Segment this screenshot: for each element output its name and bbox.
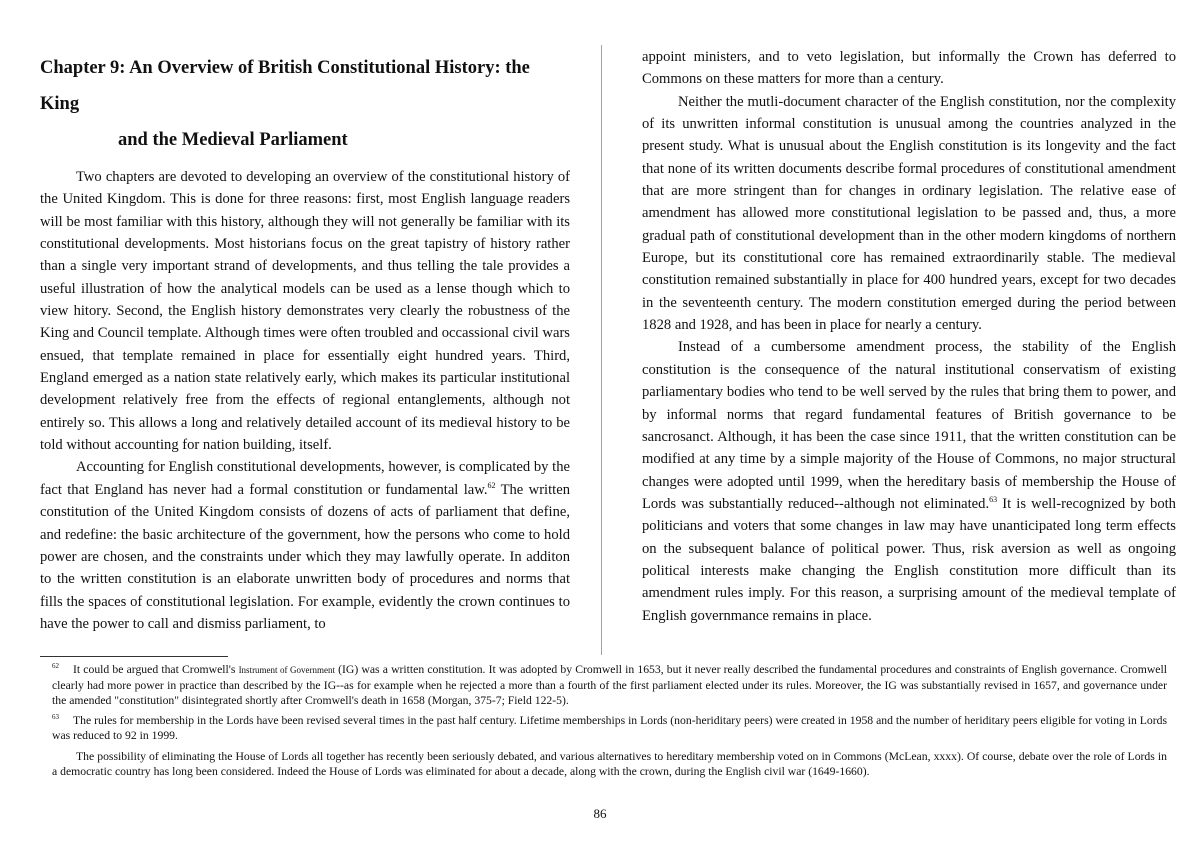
footnote-mark-63: 63 — [52, 712, 59, 721]
paragraph-accounting-text-start: Accounting for English constitutional developments, however, is complicated by the fact that England has never had a formal constitution or fundamental law. — [40, 459, 570, 498]
paragraph-intro: Two chapters are devoted to developing an overview of the constitutional history of the United Kingdom. This is done for three reasons: first, most English language readers will be most familiar with this history, although they will not generally be familiar with its constitutional developments. Most historians focus on the great tapistry of history rather than a single very important strand of developments, and thus telling the tale provides a useful illustration of how the analytical models can be used as a lense though which to view hitory. Second, the English history demonstrates very clearly the robustness of the King and Council template. Although times were often troubled and occassional civil wars ensued, that template remained in place for essentially eight hundred years. Third, England emerged as a nation state relatively early, which makes its particular institutional development relatively free from the effects of regional entanglements, although not entirely so. This allows a long and relatively detailed account of its medieval history to be told without accounting for nation building, itself. — [40, 169, 570, 454]
paragraph-accounting-text-end: The written constitution of the United Kingdom consists of dozens of acts of parliament that define, and redefine: the basic architecture of the government, how the persons who come to hold power are chosen, and the constraints under which they may lawfully operate. In additon to the written constitution is an elaborate unwritten body of procedures and norms that fills the spaces of constitutional legislation. For example, evidently the crown continues to have the power to call and dismiss parliament, to — [40, 481, 570, 632]
right-column — [642, 46, 1176, 627]
chapter-title — [40, 50, 570, 158]
footnote-reference-62[interactable]: 62 — [487, 480, 496, 490]
column-divider — [601, 45, 602, 655]
paragraph-stability-text-end: It is well-recognized by both politicians and voters that some changes in law may have unanticipated long term effects on the subsequent balance of political power. Thus, risk aversion as well as ongoing political interests make changing the English constitution more difficult than its amendment rules imply. For this reason, a surprising amount of the medieval template of English governmance remains in place. — [642, 495, 1176, 624]
footnote-62-text-end: (IG) was a written constitution. It was adopted by Cromwell in 1653, but it never really described the fundamental procedures and constraints of English governance. Cromwell clearly had more power in practice than described by the IG--as for example when he rejected a more than a fourth of the first parliament elected under its rules. Moreover, the IG was substantially revised in 1657, and governance under the amended "constitution" disintegrated shortly after Cromwell's death in 1658 (Morgan, 375-7; Field 122-5). — [52, 663, 1167, 708]
paragraph-stability — [642, 336, 1176, 626]
footnote-reference-63[interactable]: 63 — [989, 494, 998, 504]
paragraph-stability-text-start: Instead of a cumbersome amendment process, the stability of the English constitution is the consequence of the natural institutional conservatism of existing parliamentary bodies who tend to be well served by the rules that bring them to power, and by informal norms that regard fundamental features of British governance to be sancrosanct. Although, it has been the case since 1911, that the written constitution can be modified at any time by a simple majority of the House of Commons, no major structural changes were adopted until 1999, when the hereditary basis of membership the House of Lords was substantially reduced--although not eliminated. — [642, 339, 1176, 512]
paragraph-continued: appoint ministers, and to veto legislation, but informally the Crown has deferred to Commons on these matters for more than a century. — [642, 49, 1176, 88]
footnote-62-text-start: It could be argued that Cromwell's — [73, 663, 239, 676]
chapter-title-line-1: Chapter 9: An Overview of British Constitutional History: the King — [40, 58, 530, 114]
footnote-mark-62: 62 — [52, 662, 59, 670]
chapter-title-line-2: and the Medieval Parliament — [118, 130, 348, 150]
footnote-63 — [52, 713, 1167, 743]
left-column — [40, 50, 570, 635]
paragraph-accounting — [40, 456, 570, 635]
page-number: 86 — [593, 806, 607, 821]
footnote-63-text: The rules for membership in the Lords have been revised several times in the past half century. Lifetime memberships in Lords (non-heriditary peers) were created in 1958 and the number of heriditary peers eligible for voting in Lords was reduced to 92 in 1999. — [52, 713, 1167, 742]
footnote-62-title: Instrument of Government — [238, 665, 335, 675]
footnote-separator — [40, 656, 228, 657]
footnote-63-continuation: The possibility of eliminating the House of Lords all together has recently been seriously debated, and various alternatives to hereditary membership voted on in Commons (McLean, xxxx). Of course, debate over the role of Lords in a democratic country has long been considered. Indeed the House of Lords was eliminated for about a decade, along with the crown, during the English civil war (1649-1660). — [52, 750, 1167, 779]
footnote-62 — [52, 662, 1167, 709]
paragraph-longevity: Neither the mutli-document character of the English constitution, nor the complexity of its unwritten informal constitution is unusual among the countries analyzed in the present study. What is unusual about the English constitution is its longevity and the fact that none of its written documents describe formal procedures of constitutional amendment that are more stringent than for changes in ordinary legislation. The relative ease of amendment has allowed more constitutional legislation to be passed and, thus, a more gradual path of constitutional development than in the other modern kingdoms of northern Europe, but its constitutional core has remained extraordinarily stable. The medieval constitution remained substantially in place for 400 hundred years, except for two decades in the seventeenth century. The modern constitution emerged during the period between 1828 and 1928, and has been in place for nearly a century. — [642, 93, 1176, 334]
footnotes — [52, 662, 1167, 783]
